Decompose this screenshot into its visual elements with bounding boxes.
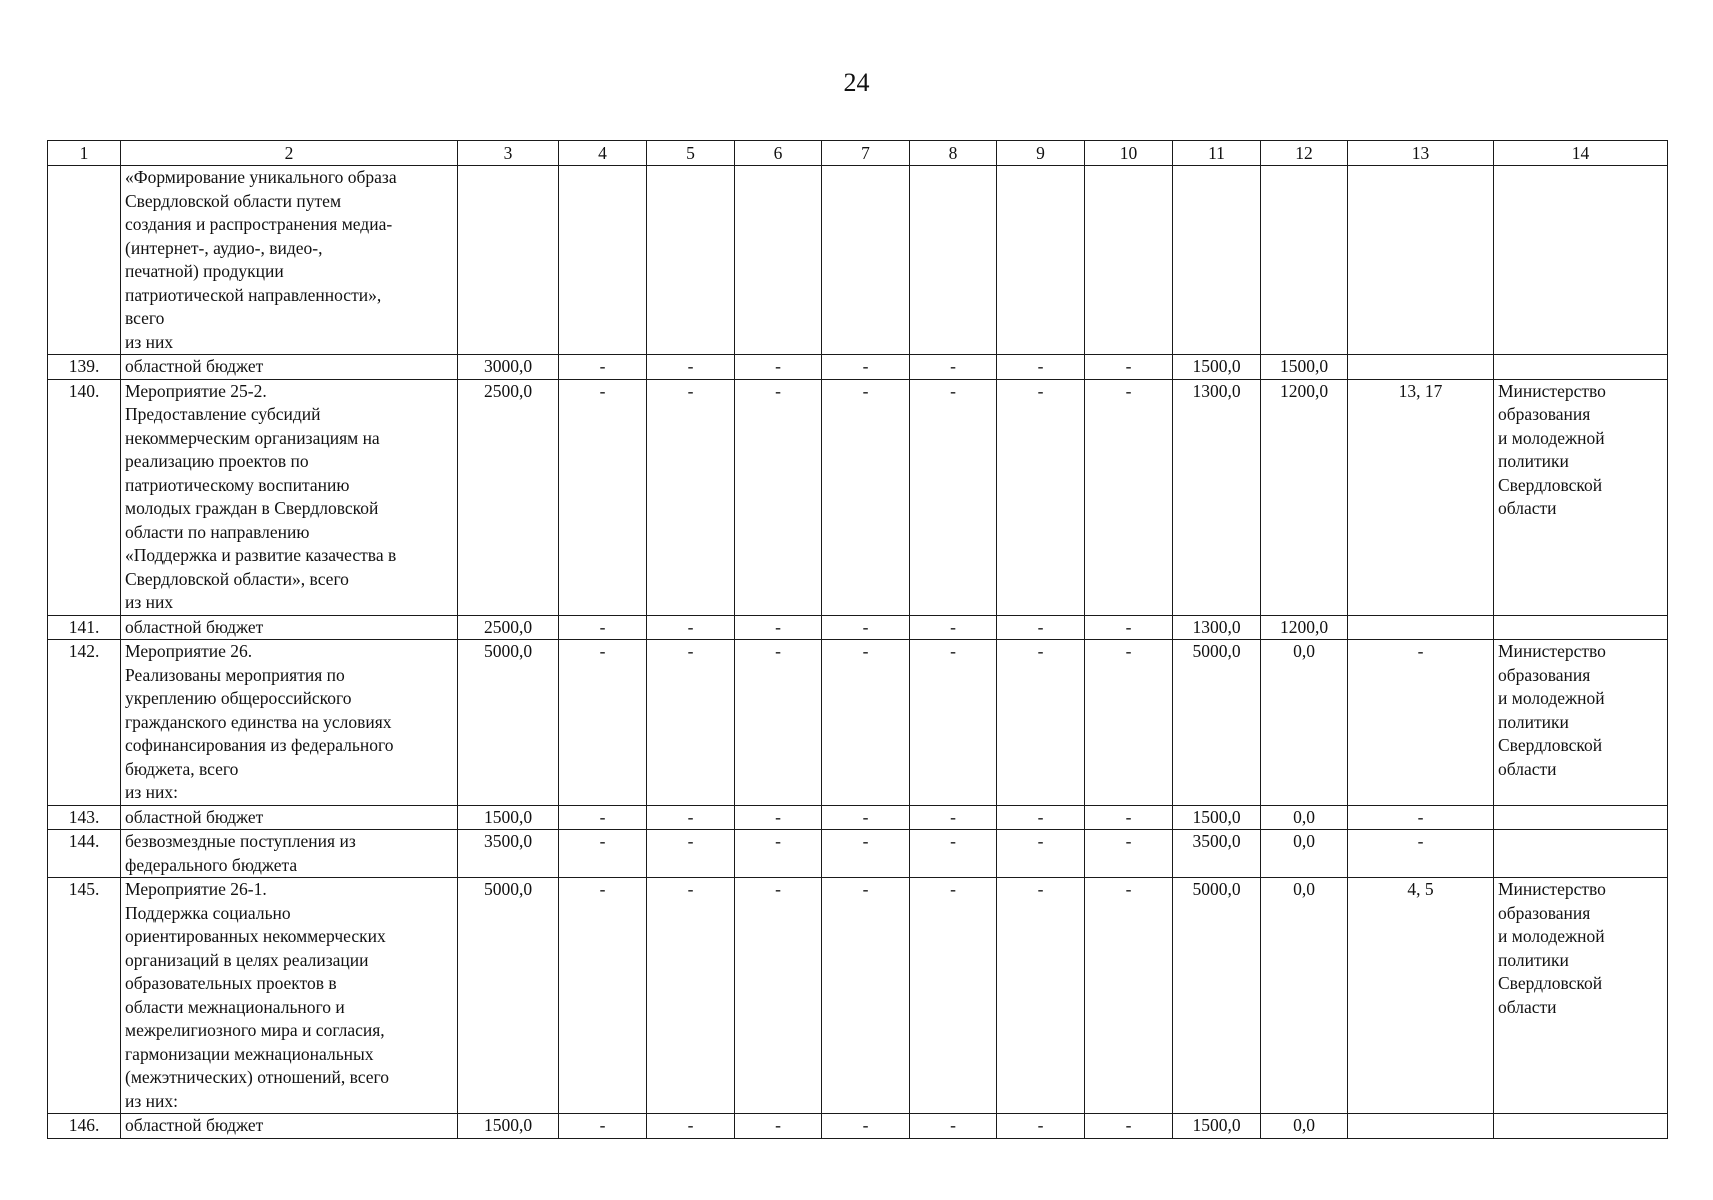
year-value: - xyxy=(910,640,997,806)
item-name-line: Реализованы мероприятия по xyxy=(125,664,345,685)
executor-cell xyxy=(1494,878,1668,1114)
item-name-line: молодых граждан в Свердловской xyxy=(125,498,379,518)
table-row xyxy=(48,166,1668,355)
year-value-col12: 0,0 xyxy=(1261,805,1348,830)
year-value: - xyxy=(822,640,910,806)
year-value-col11: 1300,0 xyxy=(1173,615,1261,640)
year-value: - xyxy=(1085,615,1173,640)
item-name-line: областной бюджет xyxy=(125,356,264,376)
target-indicators: 13, 17 xyxy=(1348,379,1494,615)
year-value: - xyxy=(735,1114,822,1139)
table-row xyxy=(48,1114,1668,1139)
executor-cell xyxy=(1494,355,1668,380)
table-body xyxy=(48,141,1668,1139)
year-value xyxy=(735,166,822,355)
year-value: - xyxy=(735,355,822,380)
executor-line: образования xyxy=(1498,664,1591,685)
executor-cell xyxy=(1494,830,1668,878)
item-name-line: софинансирования из федерального xyxy=(125,735,394,755)
header-cell: 12 xyxy=(1261,141,1348,166)
executor-line: Министерство xyxy=(1498,641,1606,661)
executor-line: политики xyxy=(1498,711,1569,732)
item-name-line: патриотическому воспитанию xyxy=(125,474,350,495)
executor-line: и молодежной xyxy=(1498,926,1605,946)
item-name-line: Свердловской области», всего xyxy=(125,568,349,589)
year-value: - xyxy=(647,615,735,640)
year-value: - xyxy=(1085,805,1173,830)
item-name-line: образовательных проектов в xyxy=(125,973,337,993)
row-number: 143. xyxy=(48,805,121,830)
year-value: - xyxy=(559,878,647,1114)
year-value: - xyxy=(735,640,822,806)
executor-line: Министерство xyxy=(1498,380,1606,401)
year-value: - xyxy=(735,830,822,878)
year-value: - xyxy=(997,1114,1085,1139)
total-amount: 5000,0 xyxy=(458,878,559,1114)
header-cell: 10 xyxy=(1085,141,1173,166)
year-value: - xyxy=(559,640,647,806)
item-name-cell xyxy=(121,166,458,355)
executor-line: образования xyxy=(1498,404,1591,424)
year-value-col12: 0,0 xyxy=(1261,1114,1348,1139)
year-value: - xyxy=(910,355,997,380)
table-row xyxy=(48,830,1668,878)
item-name-line: областной бюджет xyxy=(125,806,264,827)
executor-line: области xyxy=(1498,758,1557,779)
year-value: - xyxy=(822,805,910,830)
year-value-col11: 1500,0 xyxy=(1173,355,1261,380)
row-number: 146. xyxy=(48,1114,121,1139)
year-value: - xyxy=(822,830,910,878)
header-cell: 2 xyxy=(121,141,458,166)
total-amount: 2500,0 xyxy=(458,615,559,640)
header-cell: 6 xyxy=(735,141,822,166)
header-cell: 13 xyxy=(1348,141,1494,166)
year-value: - xyxy=(1085,878,1173,1114)
year-value xyxy=(559,166,647,355)
item-name-cell xyxy=(121,1114,458,1139)
year-value: - xyxy=(735,379,822,615)
executor-cell xyxy=(1494,379,1668,615)
item-name-line: областной бюджет xyxy=(125,616,264,637)
header-cell: 4 xyxy=(559,141,647,166)
item-name-line: организаций в целях реализации xyxy=(125,949,369,970)
year-value: - xyxy=(559,830,647,878)
item-name-line: Мероприятие 26-1. xyxy=(125,879,267,899)
year-value: - xyxy=(910,379,997,615)
item-name-line: из них xyxy=(125,592,174,612)
table-row xyxy=(48,878,1668,1114)
item-name-line: печатной) продукции xyxy=(125,261,284,281)
year-value: - xyxy=(910,830,997,878)
year-value: - xyxy=(559,615,647,640)
year-value: - xyxy=(559,379,647,615)
year-value xyxy=(910,166,997,355)
year-value: - xyxy=(822,379,910,615)
item-name-line: реализацию проектов по xyxy=(125,451,309,471)
item-name-line: гражданского единства на условиях xyxy=(125,711,392,732)
year-value: - xyxy=(559,355,647,380)
total-amount: 2500,0 xyxy=(458,379,559,615)
executor-line: Свердловской xyxy=(1498,474,1603,495)
total-amount: 3000,0 xyxy=(458,355,559,380)
year-value xyxy=(647,166,735,355)
total-amount: 1500,0 xyxy=(458,805,559,830)
year-value: - xyxy=(1085,355,1173,380)
executor-cell xyxy=(1494,640,1668,806)
year-value: - xyxy=(910,1114,997,1139)
year-value: - xyxy=(822,878,910,1114)
total-amount: 5000,0 xyxy=(458,640,559,806)
year-value: - xyxy=(997,805,1085,830)
executor-line: области xyxy=(1498,498,1557,518)
year-value: - xyxy=(647,830,735,878)
executor-cell xyxy=(1494,805,1668,830)
item-name-cell xyxy=(121,878,458,1114)
header-cell: 5 xyxy=(647,141,735,166)
executor-line: политики xyxy=(1498,451,1569,471)
year-value: - xyxy=(1085,830,1173,878)
item-name-line: ориентированных некоммерческих xyxy=(125,926,386,946)
header-cell: 9 xyxy=(997,141,1085,166)
year-value-col11: 1500,0 xyxy=(1173,1114,1261,1139)
year-value: - xyxy=(997,878,1085,1114)
year-value xyxy=(997,166,1085,355)
year-value: - xyxy=(997,355,1085,380)
item-name-line: (интернет-, аудио-, видео-, xyxy=(125,237,323,258)
header-cell: 1 xyxy=(48,141,121,166)
year-value-col12: 0,0 xyxy=(1261,640,1348,806)
header-cell: 8 xyxy=(910,141,997,166)
total-amount xyxy=(458,166,559,355)
item-name-cell xyxy=(121,379,458,615)
year-value: - xyxy=(647,640,735,806)
row-number: 145. xyxy=(48,878,121,1114)
year-value: - xyxy=(997,379,1085,615)
target-indicators: - xyxy=(1348,640,1494,806)
item-name-line: бюджета, всего xyxy=(125,758,239,779)
item-name-line: «Поддержка и развитие казачества в xyxy=(125,545,397,565)
target-indicators: 4, 5 xyxy=(1348,878,1494,1114)
year-value: - xyxy=(997,615,1085,640)
total-amount: 3500,0 xyxy=(458,830,559,878)
year-value: - xyxy=(647,805,735,830)
item-name-line: гармонизации межнациональных xyxy=(125,1043,374,1064)
total-amount: 1500,0 xyxy=(458,1114,559,1139)
item-name-line: Предоставление субсидий xyxy=(125,404,321,424)
item-name-line: Мероприятие 25-2. xyxy=(125,380,267,401)
target-indicators xyxy=(1348,166,1494,355)
item-name-line: федерального бюджета xyxy=(125,854,298,875)
executor-line: образования xyxy=(1498,902,1591,923)
year-value-col12: 1200,0 xyxy=(1261,379,1348,615)
year-value-col12: 0,0 xyxy=(1261,830,1348,878)
year-value-col11 xyxy=(1173,166,1261,355)
year-value xyxy=(822,166,910,355)
item-name-line: всего xyxy=(125,308,165,328)
executor-line: области xyxy=(1498,996,1557,1017)
table-row xyxy=(48,379,1668,615)
year-value-col12: 0,0 xyxy=(1261,878,1348,1114)
executor-cell xyxy=(1494,1114,1668,1139)
item-name-line: (межэтнических) отношений, всего xyxy=(125,1067,390,1087)
header-cell: 3 xyxy=(458,141,559,166)
table-row xyxy=(48,805,1668,830)
table-row xyxy=(48,355,1668,380)
item-name-line: Мероприятие 26. xyxy=(125,641,253,661)
year-value: - xyxy=(647,379,735,615)
year-value: - xyxy=(559,1114,647,1139)
year-value-col11: 1500,0 xyxy=(1173,805,1261,830)
item-name-line: патриотической направленности», xyxy=(125,284,382,305)
year-value: - xyxy=(735,878,822,1114)
table-row xyxy=(48,615,1668,640)
executor-cell xyxy=(1494,166,1668,355)
target-indicators: - xyxy=(1348,805,1494,830)
year-value: - xyxy=(1085,1114,1173,1139)
item-name-line: «Формирование уникального образа xyxy=(125,167,397,187)
year-value: - xyxy=(1085,640,1173,806)
year-value: - xyxy=(910,615,997,640)
year-value: - xyxy=(647,1114,735,1139)
column-number-header xyxy=(48,141,1668,166)
target-indicators xyxy=(1348,355,1494,380)
header-cell: 11 xyxy=(1173,141,1261,166)
item-name-line: Свердловской области путем xyxy=(125,190,342,211)
year-value: - xyxy=(822,1114,910,1139)
year-value-col11: 1300,0 xyxy=(1173,379,1261,615)
item-name-line: создания и распространения медиа- xyxy=(125,214,393,234)
year-value-col12 xyxy=(1261,166,1348,355)
year-value-col12: 1200,0 xyxy=(1261,615,1348,640)
year-value: - xyxy=(910,878,997,1114)
executor-line: Свердловской xyxy=(1498,973,1603,993)
item-name-line: областной бюджет xyxy=(125,1115,264,1135)
year-value: - xyxy=(647,355,735,380)
year-value: - xyxy=(997,640,1085,806)
item-name-line: некоммерческим организациям на xyxy=(125,427,380,448)
year-value-col11: 5000,0 xyxy=(1173,640,1261,806)
target-indicators xyxy=(1348,615,1494,640)
item-name-line: Поддержка социально xyxy=(125,902,291,923)
year-value-col12: 1500,0 xyxy=(1261,355,1348,380)
item-name-cell xyxy=(121,830,458,878)
year-value: - xyxy=(822,355,910,380)
executor-cell xyxy=(1494,615,1668,640)
item-name-line: из них: xyxy=(125,1090,178,1111)
header-cell: 7 xyxy=(822,141,910,166)
target-indicators: - xyxy=(1348,830,1494,878)
year-value xyxy=(1085,166,1173,355)
item-name-line: межрелигиозного мира и согласия, xyxy=(125,1020,385,1040)
year-value: - xyxy=(1085,379,1173,615)
executor-line: Министерство xyxy=(1498,879,1606,899)
item-name-line: из них xyxy=(125,331,174,352)
year-value: - xyxy=(822,615,910,640)
item-name-line: области межнационального и xyxy=(125,996,345,1017)
item-name-line: безвозмездные поступления из xyxy=(125,831,356,851)
item-name-cell xyxy=(121,805,458,830)
row-number: 142. xyxy=(48,640,121,806)
header-cell: 14 xyxy=(1494,141,1668,166)
year-value-col11: 5000,0 xyxy=(1173,878,1261,1114)
table-row xyxy=(48,640,1668,806)
item-name-line: из них: xyxy=(125,782,178,802)
item-name-cell xyxy=(121,640,458,806)
year-value: - xyxy=(997,830,1085,878)
row-number: 139. xyxy=(48,355,121,380)
year-value: - xyxy=(735,805,822,830)
year-value: - xyxy=(735,615,822,640)
item-name-line: области по направлению xyxy=(125,521,310,542)
year-value-col11: 3500,0 xyxy=(1173,830,1261,878)
row-number: 140. xyxy=(48,379,121,615)
row-number: 144. xyxy=(48,830,121,878)
item-name-cell xyxy=(121,615,458,640)
executor-line: Свердловской xyxy=(1498,735,1603,755)
row-number xyxy=(48,166,121,355)
item-name-line: укреплению общероссийского xyxy=(125,688,352,708)
year-value: - xyxy=(647,878,735,1114)
row-number: 141. xyxy=(48,615,121,640)
item-name-cell xyxy=(121,355,458,380)
year-value: - xyxy=(910,805,997,830)
executor-line: и молодежной xyxy=(1498,688,1605,708)
executor-line: и молодежной xyxy=(1498,427,1605,448)
program-table xyxy=(47,140,1668,1139)
page-number: 24 xyxy=(843,68,870,97)
year-value: - xyxy=(559,805,647,830)
executor-line: политики xyxy=(1498,949,1569,970)
target-indicators xyxy=(1348,1114,1494,1139)
